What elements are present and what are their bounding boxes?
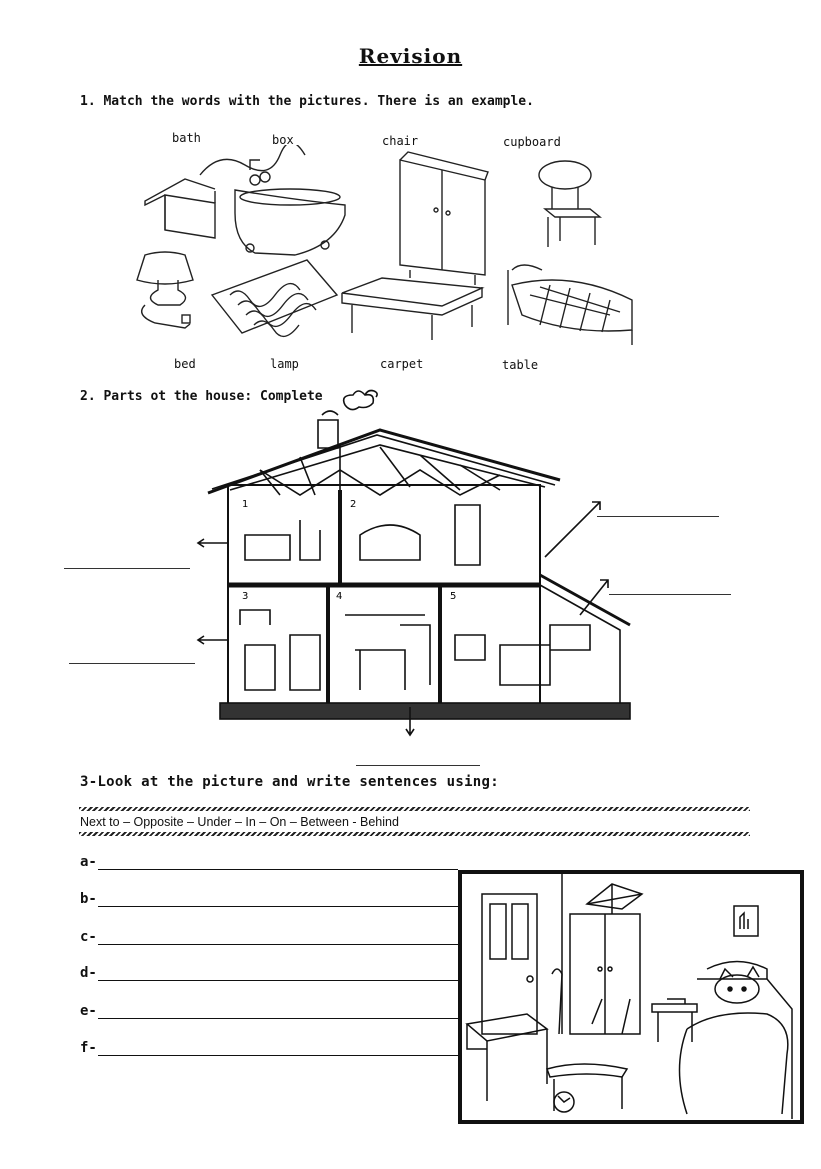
arrow-left-upper — [198, 539, 228, 547]
word-box: box — [272, 133, 294, 147]
dashed-rule-bottom — [79, 832, 750, 836]
house-cutaway-illustration — [60, 385, 760, 775]
question-3-instruction: 3-Look at the picture and write sentences using: — [80, 774, 499, 790]
question-1-instruction: 1. Match the words with the pictures. There is an example. — [80, 94, 534, 109]
write-line-c[interactable] — [98, 944, 458, 945]
bedroom-picture-frame — [458, 870, 804, 1124]
line-label-f: f- — [80, 1040, 97, 1056]
cupboard-drawing — [400, 152, 488, 285]
prepositions-list: Next to – Opposite – Under – In – On – Between - Behind — [80, 815, 399, 829]
room-number-3: 3 — [242, 591, 249, 602]
bed-drawing — [508, 265, 632, 345]
word-bed: bed — [174, 357, 196, 371]
furniture-illustrations — [120, 145, 660, 355]
line-label-a: a- — [80, 854, 97, 870]
word-lamp: lamp — [270, 357, 299, 371]
line-label-b: b- — [80, 891, 97, 907]
carpet-drawing — [212, 260, 337, 336]
word-table: table — [502, 358, 539, 372]
write-line-a[interactable] — [98, 869, 458, 870]
write-line-e[interactable] — [98, 1018, 458, 1019]
box-drawing — [145, 179, 215, 238]
lamp-drawing — [137, 252, 193, 328]
write-line-b[interactable] — [98, 906, 458, 907]
question-2-instruction: 2. Parts ot the house: Complete — [80, 389, 323, 404]
bath-drawing — [235, 160, 345, 255]
word-bath: bath — [172, 131, 201, 145]
write-line-f[interactable] — [98, 1055, 458, 1056]
bedroom-illustration — [462, 874, 800, 1120]
table-drawing — [342, 278, 482, 340]
answer-blank-roof[interactable] — [597, 516, 719, 517]
word-chair: chair — [382, 134, 419, 148]
line-label-d: d- — [80, 965, 97, 981]
word-carpet: carpet — [380, 357, 424, 371]
answer-blank-left-upper[interactable] — [64, 568, 190, 569]
smoke-icon — [344, 391, 374, 410]
write-line-d[interactable] — [98, 980, 458, 981]
room-number-4: 4 — [336, 591, 343, 602]
room-number-1: 1 — [242, 499, 249, 510]
dashed-rule-top — [79, 807, 750, 811]
answer-blank-left-lower[interactable] — [69, 663, 195, 664]
room-number-5: 5 — [450, 591, 457, 602]
answer-blank-floor[interactable] — [356, 765, 480, 766]
answer-blank-wall[interactable] — [609, 594, 731, 595]
chair-drawing — [539, 161, 600, 247]
page-title: Revision — [358, 44, 463, 68]
arrow-left-lower — [198, 636, 228, 644]
word-cupboard: cupboard — [503, 135, 561, 149]
line-label-e: e- — [80, 1003, 97, 1019]
line-label-c: c- — [80, 929, 97, 945]
arrow-roof — [545, 502, 600, 557]
room-number-2: 2 — [350, 499, 357, 510]
